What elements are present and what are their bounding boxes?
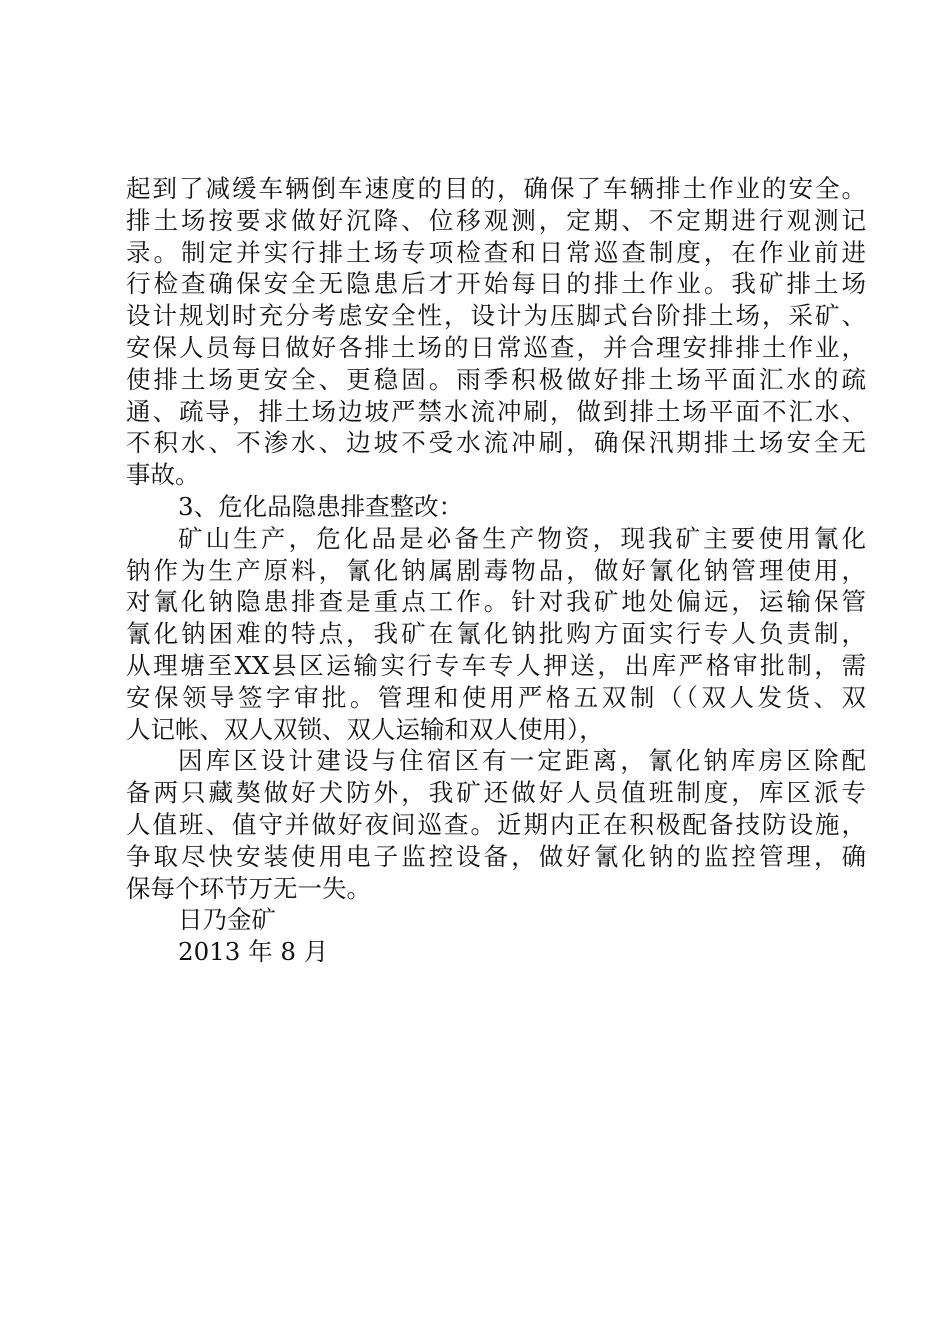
text-line: 人值班、值守并做好夜间巡查。近期内正在积极配备技防设施， — [126, 809, 866, 839]
text-line: 使排土场更安全、更稳固。雨季积极做好排土场平面汇水的疏 — [126, 364, 866, 394]
section-heading: 3、危化品隐患排查整改： — [178, 491, 464, 521]
text-line: 氰化钠困难的特点，我矿在氰化钠批购方面实行专人负责制， — [126, 619, 866, 649]
document-body — [126, 173, 866, 968]
paragraph-storage-security — [126, 745, 866, 904]
text-line: 安保人员每日做好各排土场的日常巡查，并合理安排排土作业， — [126, 332, 866, 362]
signature: 日乃金矿 — [178, 905, 276, 935]
text-line: 行检查确保安全无隐患后才开始每日的排土作业。我矿排土场 — [126, 269, 866, 299]
text-line: 保每个环节万无一失。 — [126, 873, 371, 903]
text-line: 录。制定并实行排土场专项检查和日常巡查制度，在作业前进 — [126, 237, 866, 267]
document-date: 2013 年 8 月 — [178, 937, 329, 967]
paragraph-dump-site — [126, 173, 866, 491]
text-line: 争取尽快安装使用电子监控设备，做好氰化钠的监控管理，确 — [126, 841, 866, 871]
text-line: 事故。 — [126, 460, 200, 490]
text-line: 钠作为生产原料，氰化钠属剧毒物品，做好氰化钠管理使用， — [126, 555, 866, 585]
text-line: 起到了减缓车辆倒车速度的目的，确保了车辆排土作业的安全。 — [126, 174, 866, 203]
text-line: 排土场按要求做好沉降、位移观测，定期、不定期进行观测记 — [126, 205, 866, 235]
text-line: 通、疏导，排土场边坡严禁水流冲刷，做到排土场平面不汇水、 — [126, 396, 866, 426]
text-line: 设计规划时充分考虑安全性，设计为压脚式台阶排土场，采矿、 — [126, 301, 866, 331]
text-line: 人记帐、双人双锁、双人运输和双人使用）， — [126, 714, 604, 744]
text-line: 因库区设计建设与住宿区有一定距离，氰化钠库房区除配 — [178, 746, 866, 776]
paragraph-hazardous-chemicals — [126, 523, 866, 746]
text-line: 备两只藏獒做好犬防外，我矿还做好人员值班制度，库区派专 — [126, 778, 866, 808]
text-line: 矿山生产，危化品是必备生产物资，现我矿主要使用氰化 — [178, 523, 866, 553]
text-line: 不积水、不渗水、边坡不受水流冲刷，确保汛期排土场安全无 — [126, 428, 866, 458]
text-line: 对氰化钠隐患排查是重点工作。针对我矿地处偏远，运输保管 — [126, 587, 866, 617]
text-line: 从理塘至XX县区运输实行专车专人押送，出库严格审批制，需 — [126, 650, 866, 680]
text-line: 安保领导签字审批。管理和使用严格五双制（（双人发货、双 — [126, 682, 866, 712]
